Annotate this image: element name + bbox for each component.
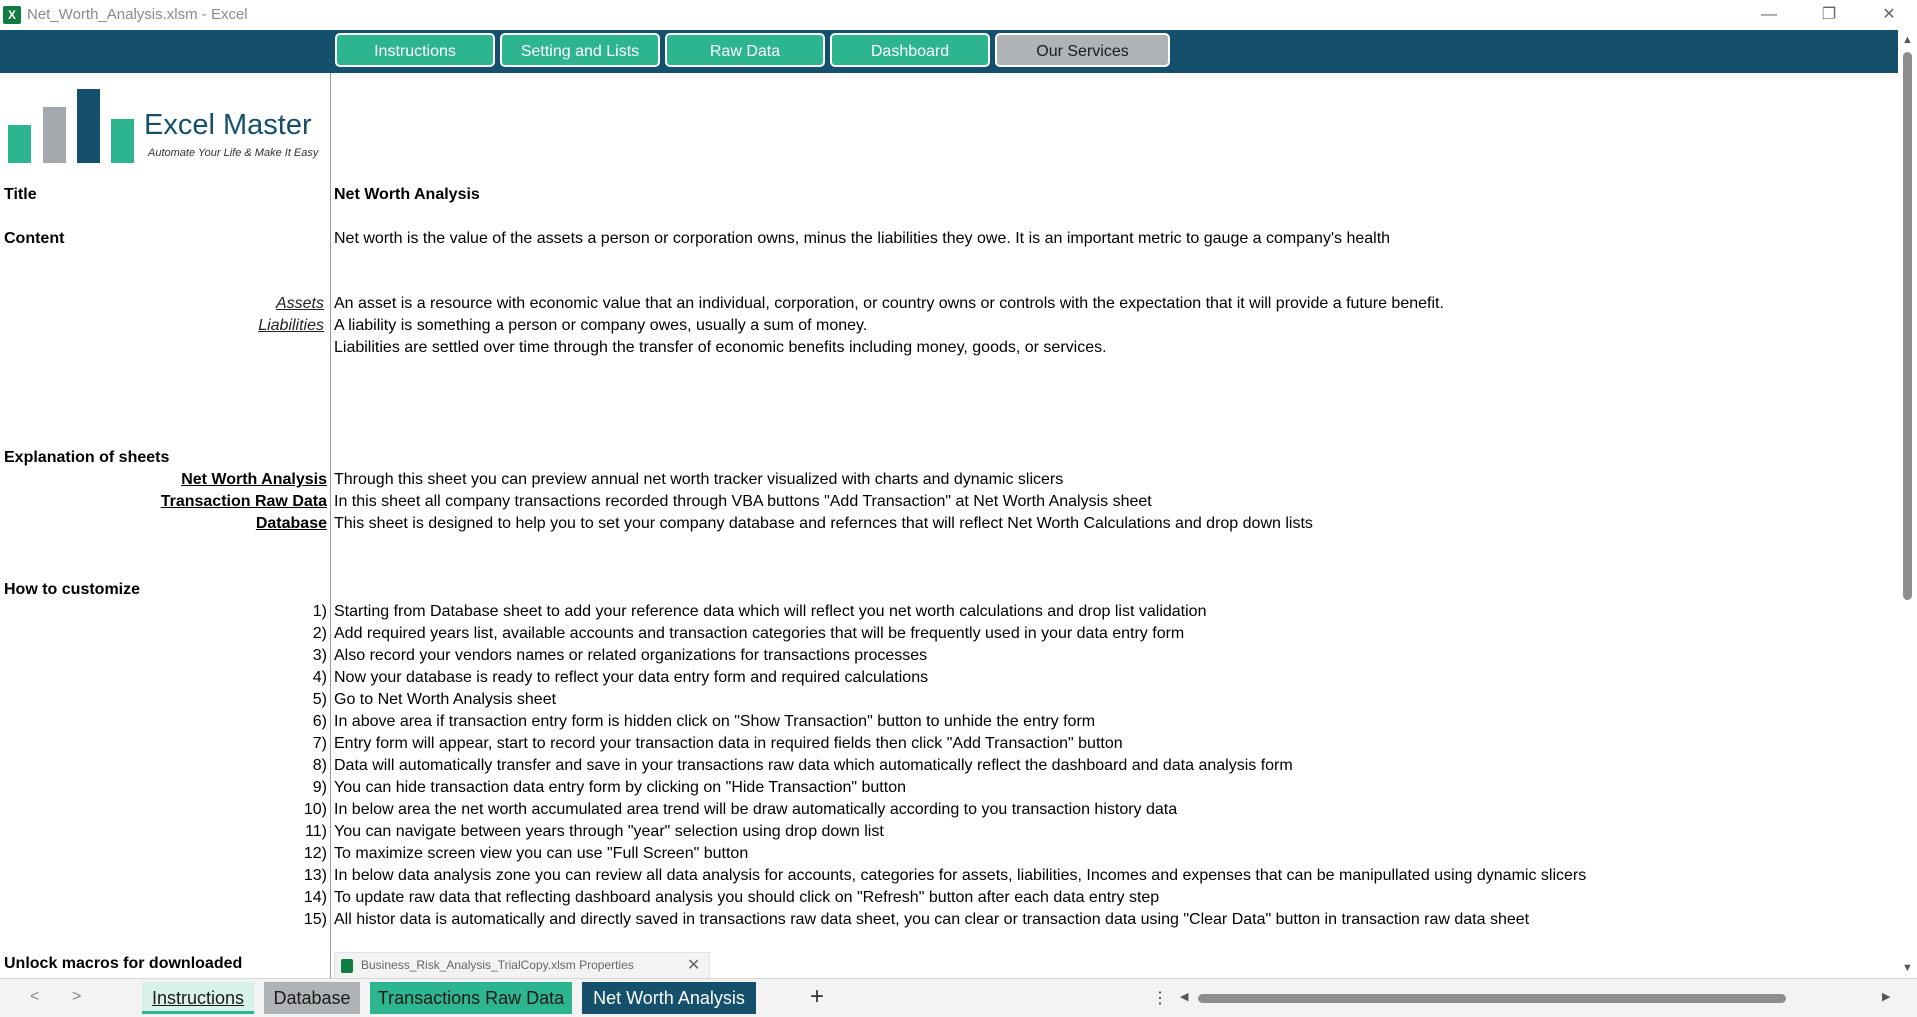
step-text: Go to Net Worth Analysis sheet — [334, 691, 557, 708]
excel-app-icon: X — [3, 6, 21, 24]
more-options-icon[interactable]: ⋮ — [1152, 990, 1168, 1007]
net-worth-analysis-sheet-link[interactable]: Net Worth Analysis — [181, 471, 327, 488]
step-text: Now your database is ready to reflect your data entry form and required calculations — [334, 669, 929, 686]
assets-description: An asset is a resource with economic value that an individual, corporation, or country owns or controls with the expectation that it will provide a future benefit. — [334, 295, 1444, 312]
sheet-tab-net-worth-analysis[interactable]: Net Worth Analysis — [582, 982, 756, 1014]
step-number: 7) — [312, 735, 327, 752]
step-number: 5) — [312, 691, 327, 708]
logo-bar — [111, 119, 134, 163]
next-sheet-icon[interactable]: > — [72, 988, 82, 1005]
our-services-nav-button[interactable]: Our Services — [995, 33, 1170, 67]
add-sheet-icon[interactable]: + — [810, 983, 825, 1010]
minimize-button[interactable]: — — [1761, 6, 1777, 23]
step-text: In below area the net worth accumulated area trend will be draw automatically according to you transaction history data — [334, 801, 1178, 818]
step-text: Entry form will appear, start to record your transaction data in required fields then click "Add Transaction" button — [334, 735, 1123, 752]
customize-label: How to customize — [4, 581, 141, 598]
scroll-up-icon[interactable]: ▲ — [1902, 34, 1913, 46]
liabilities-link[interactable]: Liabilities — [258, 317, 324, 334]
step-number: 13) — [303, 867, 327, 884]
step-number: 11) — [305, 823, 327, 840]
step-text: All histor data is automatically and directly saved in transactions raw data sheet, you can clear or transaction data using "Clear Data" button in transaction raw data sheet — [334, 911, 1530, 928]
scroll-left-icon[interactable]: ◀ — [1180, 991, 1189, 1003]
step-text: In below data analysis zone you can review all data analysis for accounts, categories for assets, liabilities, Incomes and expenses that can be manipullated using dynamic slicers — [334, 867, 1587, 884]
sheet-description: In this sheet all company transactions recorded through VBA buttons "Add Transaction" at Net Worth Analysis sheet — [334, 493, 1152, 510]
step-text: To maximize screen view you can use "Full Screen" button — [334, 845, 749, 862]
sheet-description: Through this sheet you can preview annual net worth tracker visualized with charts and dynamic slicers — [334, 471, 1064, 488]
step-number: 14) — [303, 889, 327, 906]
settings-lists-nav-button[interactable]: Setting and Lists — [500, 33, 660, 67]
sheet-tab-transactions-raw-data[interactable]: Transactions Raw Data — [370, 982, 572, 1014]
step-number: 12) — [303, 845, 327, 862]
step-number: 8) — [312, 757, 327, 774]
title-bar — [0, 0, 1917, 30]
close-icon[interactable]: ✕ — [687, 957, 701, 974]
excel-master-logo — [6, 79, 326, 163]
sheet-description: This sheet is designed to help you to set your company database and refernces that will reflect Net Worth Calculations and drop down lists — [334, 515, 1313, 532]
sheet-tab-instructions[interactable]: Instructions — [142, 982, 254, 1014]
step-number: 10) — [303, 801, 327, 818]
horizontal-scroll-thumb[interactable] — [1198, 994, 1786, 1003]
step-number: 15) — [303, 911, 327, 928]
file-properties-tooltip[interactable] — [334, 952, 710, 980]
database-sheet-link[interactable]: Database — [255, 515, 327, 532]
step-number: 1) — [312, 603, 327, 620]
assets-link[interactable]: Assets — [275, 295, 324, 312]
step-text: You can hide transaction data entry form by clicking on "Hide Transaction" button — [334, 779, 906, 796]
liabilities-description: A liability is something a person or company owes, usually a sum of money. — [334, 317, 868, 334]
content-label: Content — [4, 230, 65, 247]
window-title: Net_Worth_Analysis.xlsm - Excel — [27, 6, 248, 23]
content-value: Net worth is the value of the assets a person or corporation owns, minus the liabilities they owe. It is an important metric to gauge a company's health — [334, 230, 1391, 247]
step-text: Also record your vendors names or related organizations for transactions processes — [334, 647, 928, 664]
scroll-right-icon[interactable]: ▶ — [1882, 991, 1891, 1003]
horizontal-scrollbar[interactable] — [1178, 990, 1891, 1006]
previous-sheet-icon[interactable]: < — [30, 988, 40, 1005]
scroll-down-icon[interactable]: ▼ — [1902, 962, 1913, 974]
logo-bar — [43, 107, 66, 163]
step-text: Add required years list, available accounts and transaction categories that will be frequently used in your data entry form — [334, 625, 1185, 642]
logo-bar — [8, 125, 31, 163]
vertical-scroll-thumb[interactable] — [1903, 52, 1912, 600]
raw-data-nav-button[interactable]: Raw Data — [665, 33, 825, 67]
step-number: 4) — [312, 669, 327, 686]
logo-tagline: Automate Your Life & Make It Easy — [148, 147, 319, 159]
step-number: 3) — [312, 647, 327, 664]
close-button[interactable]: ✕ — [1882, 6, 1896, 23]
worksheet-grid[interactable] — [0, 73, 1898, 978]
logo-name: Excel Master — [144, 109, 312, 141]
explanation-label: Explanation of sheets — [4, 449, 170, 466]
logo-bar — [77, 89, 100, 163]
step-number: 6) — [312, 713, 327, 730]
restore-button[interactable]: ❐ — [1821, 6, 1837, 23]
title-value: Net Worth Analysis — [334, 186, 480, 203]
sheet-tab-bar — [0, 978, 1917, 1017]
unlock-macros-label: Unlock macros for downloaded — [4, 955, 243, 972]
step-number: 9) — [312, 779, 327, 796]
step-number: 2) — [312, 625, 327, 642]
title-label: Title — [4, 186, 37, 203]
column-divider — [330, 73, 331, 978]
liabilities-description-2: Liabilities are settled over time through the transfer of economic benefits including money, goods, or services. — [334, 339, 1107, 356]
navigation-band — [0, 30, 1898, 73]
step-text: You can navigate between years through "year" selection using drop down list — [334, 823, 884, 840]
dashboard-nav-button[interactable]: Dashboard — [830, 33, 990, 67]
sheet-tab-database[interactable]: Database — [264, 982, 360, 1014]
excel-file-icon — [341, 959, 353, 973]
properties-text: Business_Risk_Analysis_TrialCopy.xlsm Properties — [361, 958, 634, 972]
transaction-raw-data-sheet-link[interactable]: Transaction Raw Data — [160, 493, 327, 510]
step-text: In above area if transaction entry form is hidden click on "Show Transaction" button to unhide the entry form — [334, 713, 1096, 730]
step-text: To update raw data that reflecting dashboard analysis you should click on "Refresh" button after each data entry step — [334, 889, 1160, 906]
step-text: Starting from Database sheet to add your reference data which will reflect you net worth calculations and drop list validation — [334, 603, 1207, 620]
step-text: Data will automatically transfer and save in your transactions raw data which automatically reflect the dashboard and data analysis form — [334, 757, 1293, 774]
vertical-scrollbar[interactable] — [1898, 30, 1917, 978]
instructions-nav-button[interactable]: Instructions — [335, 33, 495, 67]
